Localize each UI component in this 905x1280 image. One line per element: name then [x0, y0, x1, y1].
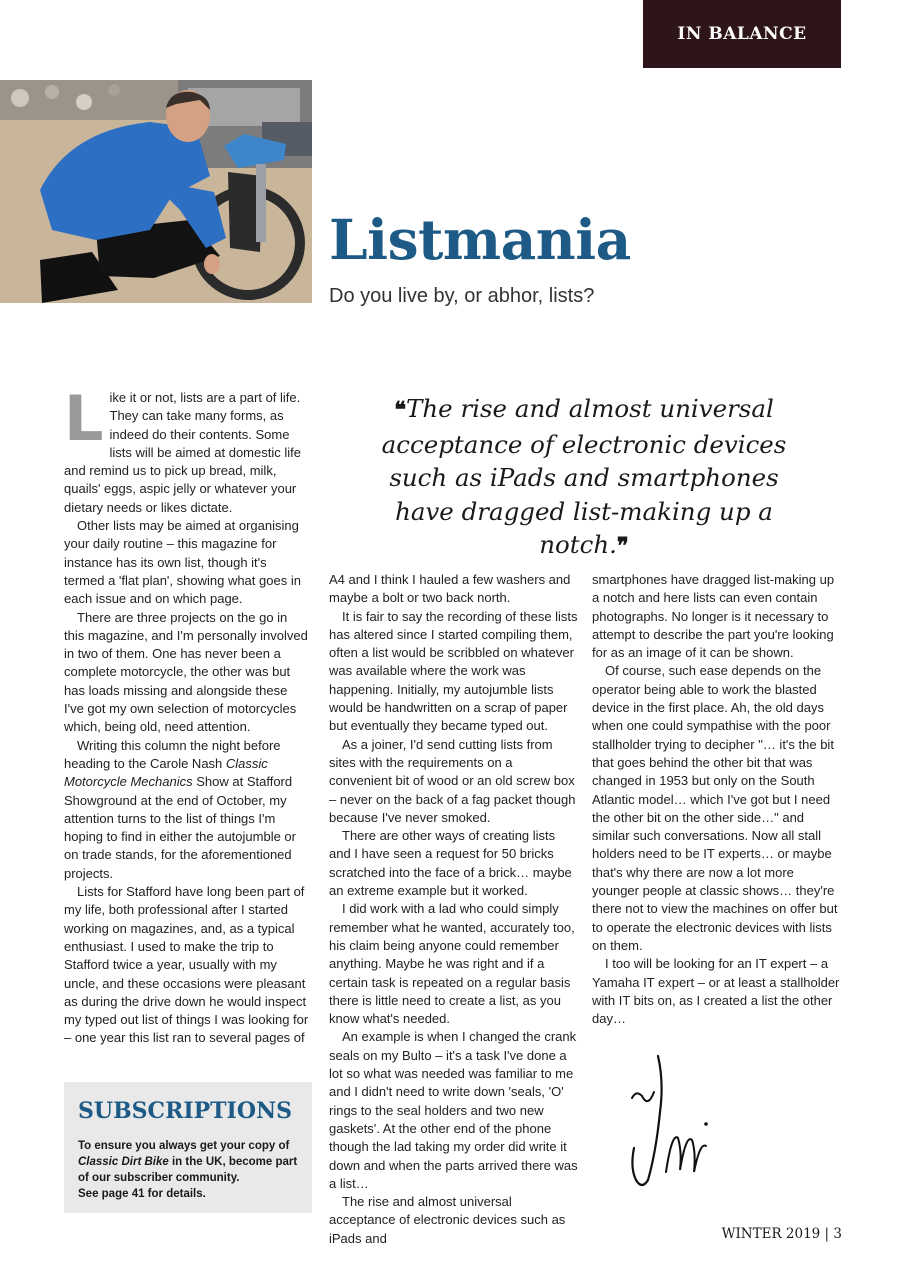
body-paragraph: Of course, such ease depends on the operator being able to work the blasted device in the first place. Ah, the old days when one could sympathise with the poor stallholder trying to decipher "… it's the bit that goes behind the other bit that was changed in 1953 but only on the South Atlantic model… which I've got but I need the other bit on the other side…" and similar such conversations. Now all stall holders need to be IT experts… or maybe that's why there are now a lot more younger people at classic shows… they're there not to view the machines on offer but to operate the electronic devices with lists on them.	[592, 663, 838, 953]
body-column-2	[329, 571, 579, 1248]
drop-cap: L	[64, 382, 104, 455]
body-paragraph: I did work with a lad who could simply remember what he wanted, accurately too, his claim being anyone could remember anything. Maybe he was right and if a certain task is repeated on a regular basis there is little need to create a list, as you know what's needed.	[329, 901, 575, 1027]
body-column-1	[64, 382, 310, 1048]
open-quote-mark: ❝	[394, 397, 407, 423]
body-paragraph: There are three projects on the go in this magazine, and I'm personally involved in two of them. One has never been a complete motorcycle, the other was but has loads missing and alongside these I've got my own selection of motorcycles which, being old, need attention.	[64, 609, 308, 735]
subscriptions-line: To ensure you always get your copy of	[78, 1140, 290, 1152]
page-footer: WINTER 2019 | 3	[721, 1226, 842, 1242]
magazine-name: Classic Dirt Bike	[78, 1156, 169, 1168]
author-signature	[620, 1052, 720, 1192]
body-paragraph: It is fair to say the recording of these lists has altered since I started compiling them, often a list would be scribbled on whatever was available where the work was happening. Initially, my autojumble lists would be handwritten on a scrap of paper but eventually they became typed out.	[329, 608, 578, 734]
body-text: Writing this column the night before heading to the Carole Nash	[64, 737, 281, 771]
subscriptions-line: in the UK, become part of our subscriber community.	[78, 1156, 298, 1184]
body-paragraph: A4 and I think I hauled a few washers and maybe a bolt or two back north.	[329, 572, 571, 606]
pull-quote	[370, 392, 798, 564]
article-standfirst: Do you live by, or abhor, lists?	[329, 285, 595, 307]
body-paragraph: I too will be looking for an IT expert – a Yamaha IT expert – or at least a stallholder with IT bits on, as I created a list the other day…	[592, 956, 840, 1027]
pull-quote-text: The rise and almost universal acceptance of electronic devices such as iPads and smartphones have dragged list-making up a notch.	[381, 394, 787, 559]
author-photo	[0, 80, 312, 303]
subscriptions-box	[64, 1082, 312, 1213]
magazine-name: Classic Motorcycle Mechanics	[64, 755, 268, 790]
body-paragraph: ike it or not, lists are a part of life. They can take many forms, as indeed do their contents. Some lists will be aimed at domestic life and remind us to pick up bread, milk, quails' eggs, aspic jelly or whatever your dietary needs or likes dictate.	[64, 390, 301, 515]
body-paragraph: There are other ways of creating lists and I have seen a request for 50 bricks scratched into the face of a brick… maybe an extreme example but it worked.	[329, 828, 572, 899]
article-title: Listmania	[329, 207, 631, 272]
section-tab	[643, 0, 841, 68]
section-label: IN BALANCE	[677, 24, 807, 44]
subscriptions-title: SUBSCRIPTIONS	[78, 1098, 293, 1124]
body-text: Show at Stafford Showground at the end of October, my attention turns to the list of things I'm hoping to find in either the autojumble or on trade stands, for the aforementioned projects.	[64, 774, 296, 881]
body-paragraph	[64, 737, 310, 883]
body-paragraph: As a joiner, I'd send cutting lists from sites with the requirements on a convenient bit of wood or an old screw box – never on the back of a fag packet though because I've never smoked.	[329, 736, 576, 825]
body-paragraph: The rise and almost universal acceptance of electronic devices such as iPads and	[329, 1194, 566, 1246]
close-quote-mark: ❞	[616, 533, 629, 559]
subscriptions-text	[78, 1138, 304, 1202]
body-paragraph: smartphones have dragged list-making up a notch and here lists can even contain photographs. No longer is it necessary to attempt to describe the part you're looking for as an image of it can be shown.	[592, 572, 835, 661]
body-paragraph: An example is when I changed the crank seals on my Bulto – it's a task I've done a lot so what was needed was familiar to me and I didn't need to write down 'seals, 'O' rings to the seal holders and two new gaskets'. At the other end of the phone though the lad taking my order did write it down and when the parts arrived there was a list…	[329, 1029, 578, 1191]
see-page-link[interactable]: See page 41 for details.	[78, 1188, 206, 1200]
body-column-3	[592, 571, 842, 1028]
body-paragraph: Lists for Stafford have long been part of my life, both professional after I started working on magazines, and, as a typical enthusiast. I used to make the trip to Stafford twice a year, usually with my uncle, and these occasions were pleasant as during the drive down he would inspect my typed out list of things I was looking for – one year this list ran to several pages of	[64, 884, 309, 1046]
body-paragraph: Other lists may be aimed at organising your daily routine – this magazine for instance has its own list, though it's termed a 'flat plan', showing what goes in each issue and on which page.	[64, 518, 301, 607]
